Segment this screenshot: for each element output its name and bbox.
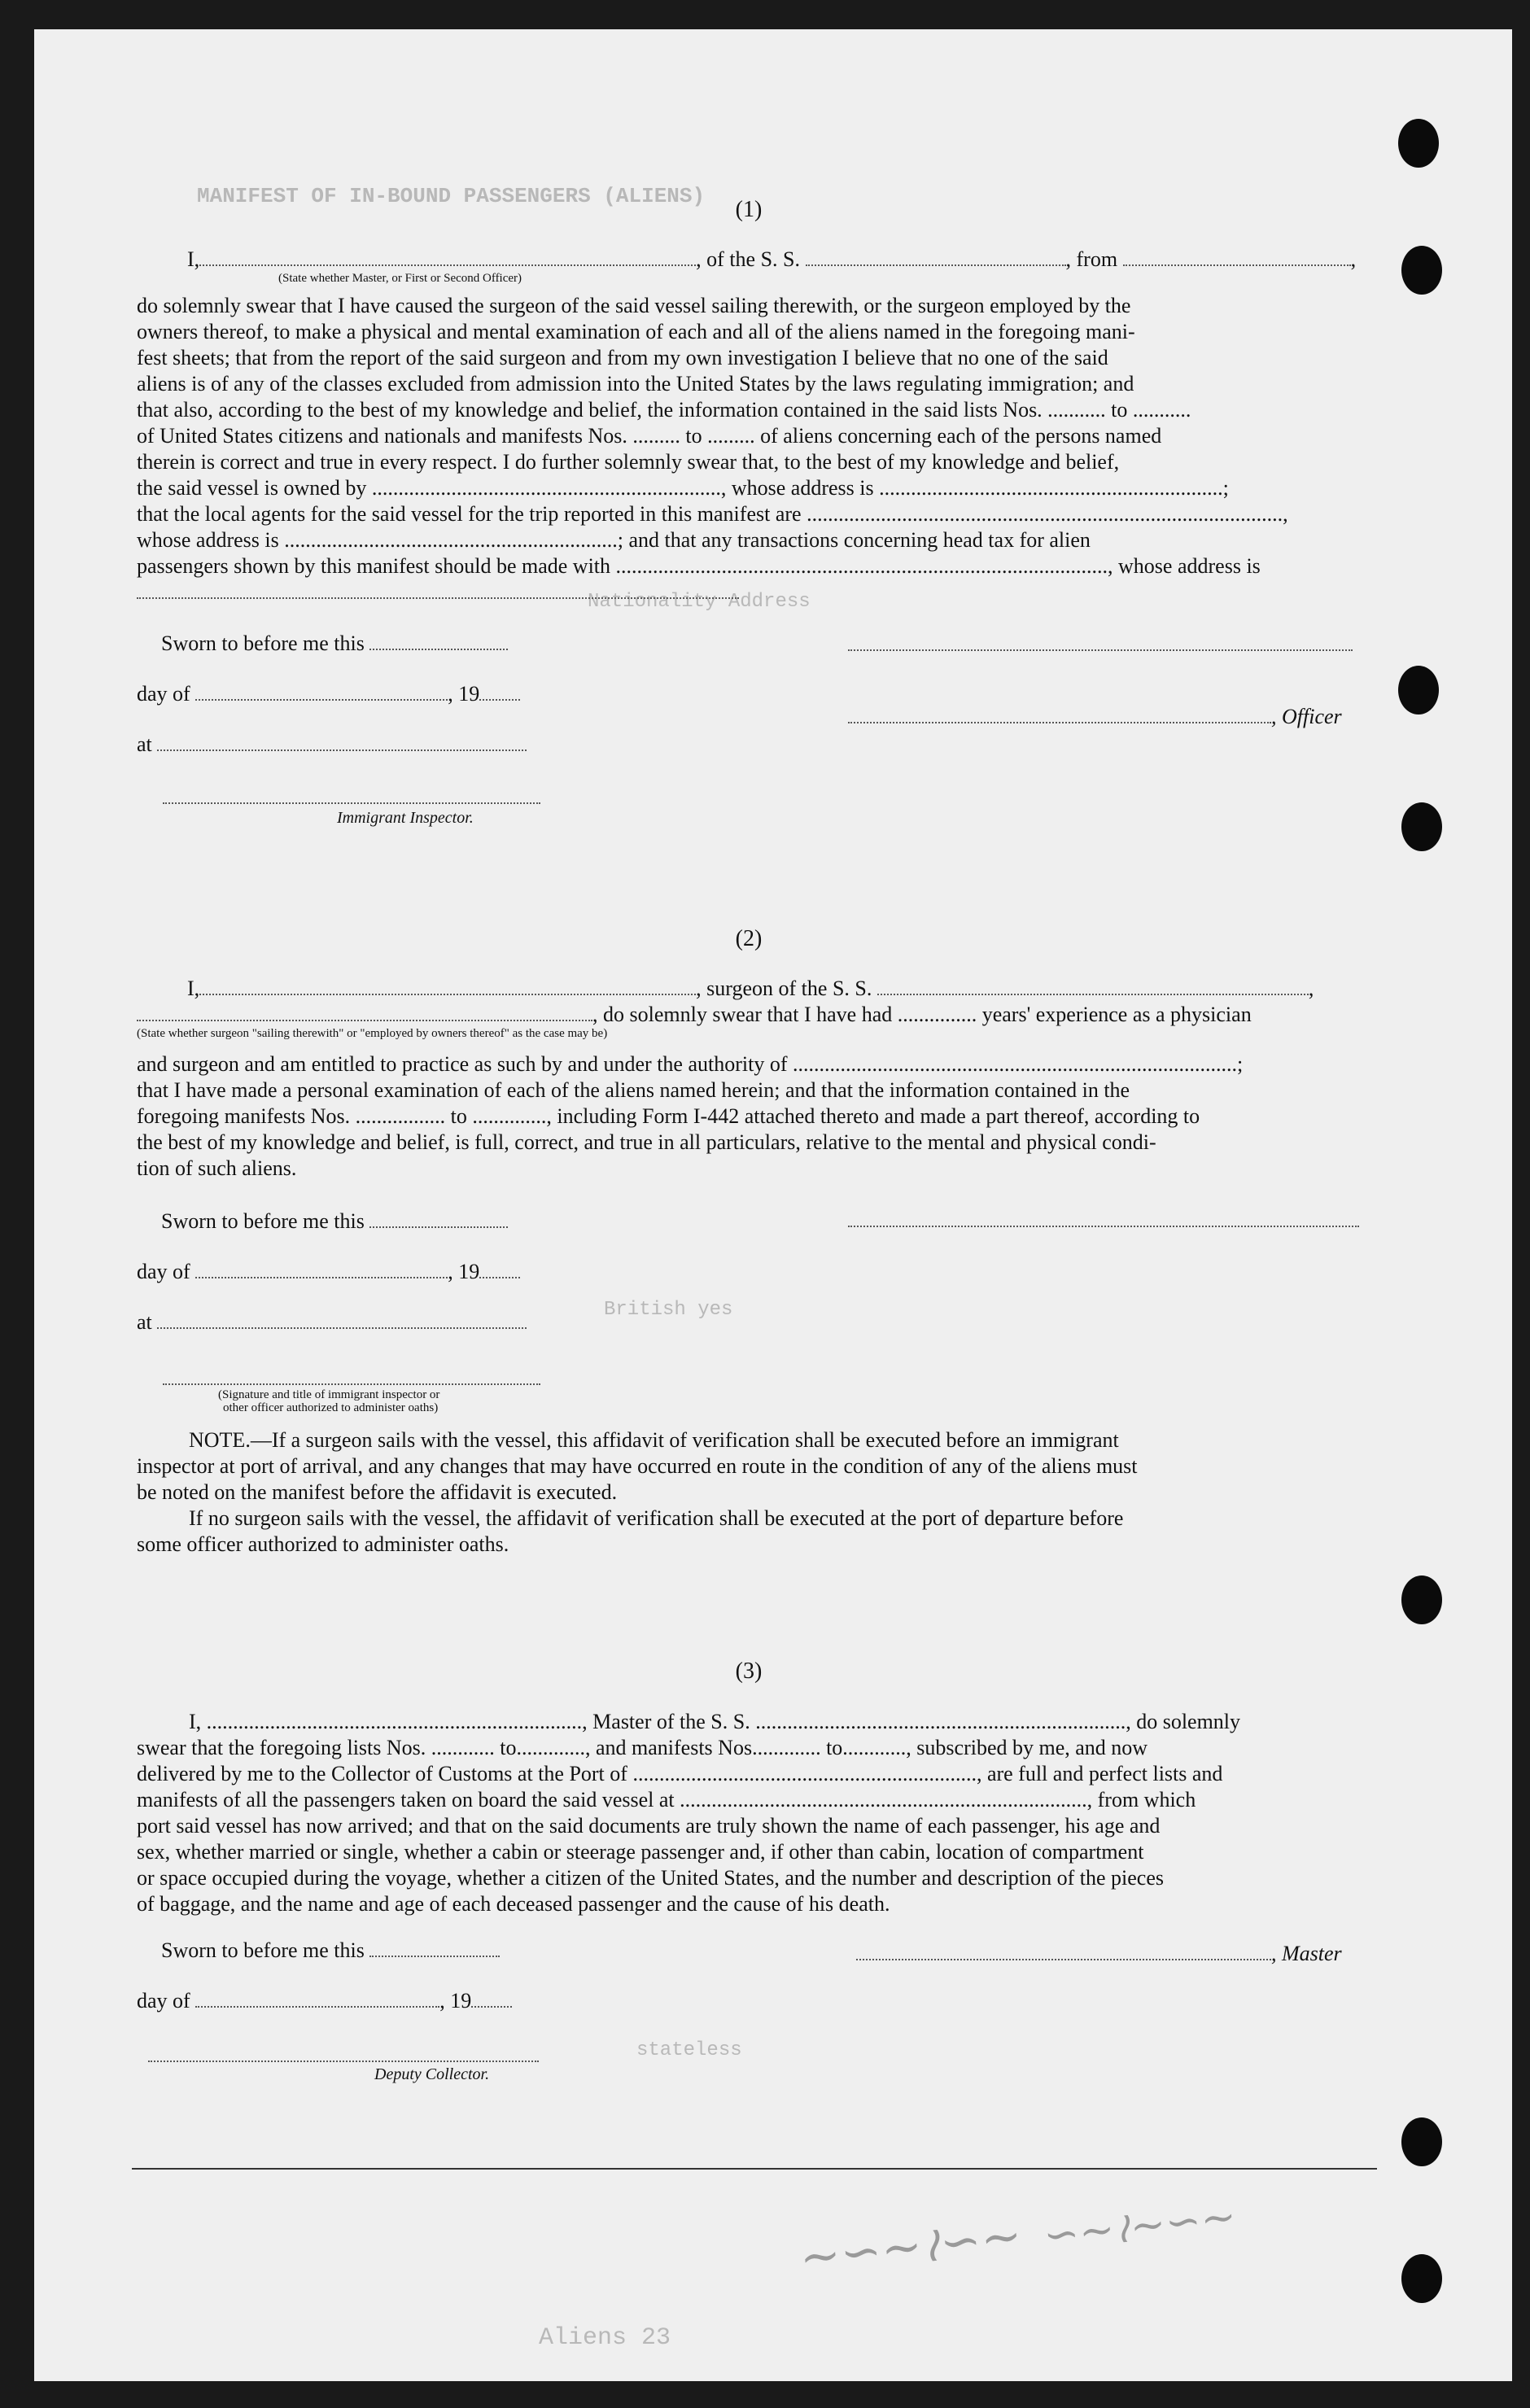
officer-hint: (State whether Master, or First or Second Officer) <box>278 272 522 285</box>
section-3-number: (3) <box>735 1659 763 1684</box>
day-field[interactable] <box>195 683 448 701</box>
bleed-through-text: British yes <box>604 1299 733 1321</box>
body-line: aliens is of any of the classes excluded from admission into the United States by the laws regulating immigration; and <box>137 372 1134 396</box>
surgeon-of-label: , surgeon of the S. S. <box>696 977 872 1000</box>
address-field[interactable] <box>137 597 739 599</box>
section-3-body <box>137 1709 1397 1917</box>
at-field[interactable] <box>157 733 527 751</box>
year-prefix: , 19 <box>439 1989 472 2012</box>
binder-hole <box>1398 119 1439 168</box>
inspector-sig-line[interactable] <box>163 802 540 804</box>
year-field[interactable] <box>479 683 520 701</box>
bleed-through-header: MANIFEST OF IN-BOUND PASSENGERS (ALIENS) <box>197 184 706 208</box>
surgeon-name-field[interactable] <box>199 977 696 995</box>
body-line: foregoing manifests Nos. ................. to .............., including Form I-442 attached thereto and made a part thereof, according to <box>137 1104 1200 1128</box>
binder-hole <box>1401 2254 1442 2303</box>
day-of-label: day of <box>137 1260 190 1283</box>
surgeon-hint: (State whether surgeon "sailing therewith" or "employed by owners thereof" as the case may be) <box>137 1027 608 1040</box>
surgeon-swear-line <box>137 1003 1252 1027</box>
sworn-line-3 <box>161 1938 500 1963</box>
bleed-through-text: Nationality Address <box>588 591 811 613</box>
manifest-page <box>34 29 1512 2381</box>
section-1-body <box>137 293 1397 579</box>
master-label: , Master <box>1271 1942 1342 1965</box>
signature-note: (Signature and title of immigrant inspector or <box>218 1388 440 1401</box>
sworn-label: Sworn to before me this <box>161 1209 365 1233</box>
note-block <box>137 1427 1397 1558</box>
note-line: NOTE.—If a surgeon sails with the vessel, this affidavit of verification shall be executed before an immigrant <box>189 1428 1119 1452</box>
day-of-label: day of <box>137 682 190 706</box>
year-prefix: , 19 <box>448 1260 480 1283</box>
section-1-number: (1) <box>735 197 763 222</box>
ship-name-field[interactable] <box>806 248 1066 266</box>
year-field[interactable] <box>479 1261 520 1278</box>
note-line: If no surgeon sails with the vessel, the affidavit of verification shall be executed at the port of departure before <box>189 1506 1124 1530</box>
note-line: be noted on the manifest before the affidavit is executed. <box>137 1480 618 1504</box>
surgeon-swear-text: , do solemnly swear that I have had ............... years' experience as a physician <box>592 1003 1252 1026</box>
inspector-sig-line[interactable] <box>163 1383 540 1385</box>
body-line: that also, according to the best of my knowledge and belief, the information contained in the said lists Nos. ........... to ........... <box>137 398 1191 422</box>
officer-name-field[interactable] <box>199 248 696 266</box>
section-2-i: I, <box>187 977 200 1000</box>
bleed-through-text: Aliens 23 <box>539 2324 671 2352</box>
day-of-label: day of <box>137 1989 190 2012</box>
body-line: and surgeon and am entitled to practice as such by and under the authority of ....................................................................................; <box>137 1052 1244 1076</box>
master-line <box>856 1942 1342 1966</box>
handwritten-mark: ∽∼≀∼∽∼ <box>1041 2193 1239 2261</box>
day-of-line-2 <box>137 1260 520 1284</box>
section-2-opening: I, , surgeon of the S. S. , <box>187 977 1314 1000</box>
opening-line: I, ......................................................................., Master of the S. S. ......................................................................, do solemnly <box>189 1710 1241 1733</box>
note-line: some officer authorized to administer oaths. <box>137 1532 509 1556</box>
sworn-date-field[interactable] <box>369 1939 500 1957</box>
sworn-line-2 <box>161 1209 508 1234</box>
day-field[interactable] <box>195 1990 439 2008</box>
body-line: port said vessel has now arrived; and that on the said documents are truly shown the name of each passenger, his age and <box>137 1814 1161 1838</box>
from-port-field[interactable] <box>1123 248 1351 266</box>
body-line: the said vessel is owned by .................................................................., whose address is .................................................................; <box>137 476 1229 500</box>
officer-signature-field[interactable] <box>848 706 1271 723</box>
section-2-number: (2) <box>735 926 763 951</box>
at-field[interactable] <box>157 1311 527 1329</box>
body-line: tion of such aliens. <box>137 1156 297 1180</box>
sworn-date-field[interactable] <box>369 1210 508 1228</box>
master-signature-field[interactable] <box>856 1943 1271 1960</box>
from-label: , from <box>1065 247 1118 271</box>
body-line: therein is correct and true in every respect. I do further solemnly swear that, to the best of my knowledge and belief, <box>137 450 1120 474</box>
sworn-line-1 <box>161 631 508 656</box>
body-line: swear that the foregoing lists Nos. ............ to............., and manifests Nos............. to............, subscribed by me, and now <box>137 1736 1148 1759</box>
surgeon-sig-line[interactable] <box>848 1226 1359 1227</box>
officer-sig-line[interactable] <box>848 649 1353 651</box>
binder-hole <box>1398 666 1439 715</box>
section-1-opening: I, , of the S. S. , from , <box>187 247 1357 271</box>
of-ship-label: , of the S. S. <box>696 247 801 271</box>
at-label: at <box>137 1310 152 1334</box>
body-line: do solemnly swear that I have caused the surgeon of the said vessel sailing therewith, or the surgeon employed by the <box>137 294 1131 317</box>
binder-hole <box>1401 2117 1442 2166</box>
body-line: passengers shown by this manifest should be made with ............................................................................................., whose address is <box>137 554 1261 578</box>
day-of-line-3 <box>137 1989 512 2013</box>
body-line: whose address is ...............................................................; and that any transactions concerning head tax for alien <box>137 528 1091 552</box>
at-line-1 <box>137 732 527 757</box>
body-line: that the local agents for the said vessel for the trip reported in this manifest are .........................................................................................., <box>137 502 1288 526</box>
body-line: sex, whether married or single, whether a cabin or steerage passenger and, if other than cabin, location of compartment <box>137 1840 1144 1864</box>
body-line: delivered by me to the Collector of Customs at the Port of ................................................................., are full and perfect lists and <box>137 1762 1223 1785</box>
year-prefix: , 19 <box>448 682 480 706</box>
bleed-through-text: stateless <box>636 2039 742 2061</box>
body-line: of baggage, and the name and age of each deceased passenger and the cause of his death. <box>137 1892 890 1916</box>
body-line: the best of my knowledge and belief, is full, correct, and true in all particulars, relative to the mental and physical condi- <box>137 1130 1156 1154</box>
binder-hole <box>1401 246 1442 295</box>
sworn-label: Sworn to before me this <box>161 631 365 655</box>
section-1-i: I, <box>187 247 200 271</box>
body-line: manifests of all the passengers taken on board the said vessel at ............................................................................., from which <box>137 1788 1196 1811</box>
immigrant-inspector-label: Immigrant Inspector. <box>337 809 474 827</box>
day-field[interactable] <box>195 1261 448 1278</box>
officer-label: , Officer <box>1271 705 1342 728</box>
body-line: owners thereof, to make a physical and mental examination of each and all of the aliens named in the foregoing mani- <box>137 320 1135 343</box>
bottom-rule <box>132 2168 1377 2170</box>
sworn-label: Sworn to before me this <box>161 1938 365 1962</box>
at-line-2 <box>137 1310 527 1335</box>
note-line: inspector at port of arrival, and any changes that may have occurred en route in the condition of any of the aliens must <box>137 1454 1138 1478</box>
signature-note: other officer authorized to administer oaths) <box>223 1401 439 1414</box>
at-label: at <box>137 732 152 756</box>
body-line: fest sheets; that from the report of the said surgeon and from my own investigation I believe that no one of the said <box>137 346 1108 369</box>
sworn-date-field[interactable] <box>369 632 508 650</box>
deputy-collector-label: Deputy Collector. <box>374 2065 490 2083</box>
handwritten-signature: ∼∽∼≀∽∼ <box>797 2208 1025 2286</box>
surgeon-status-field[interactable] <box>137 1003 592 1021</box>
body-line: of United States citizens and nationals and manifests Nos. ......... to ......... of aliens concerning each of the persons named <box>137 424 1162 448</box>
year-field[interactable] <box>471 1990 512 2008</box>
body-line: that I have made a personal examination of each of the aliens named herein; and that the information contained in the <box>137 1078 1130 1102</box>
binder-hole <box>1401 1575 1442 1624</box>
day-of-line-1 <box>137 682 520 706</box>
body-line: or space occupied during the voyage, whether a citizen of the United States, and the number and description of the pieces <box>137 1866 1165 1890</box>
officer-line <box>848 705 1342 729</box>
surgeon-ship-field[interactable] <box>877 977 1309 995</box>
binder-hole <box>1401 802 1442 851</box>
section-2-body <box>137 1051 1397 1182</box>
collector-sig-line[interactable] <box>148 2061 539 2062</box>
